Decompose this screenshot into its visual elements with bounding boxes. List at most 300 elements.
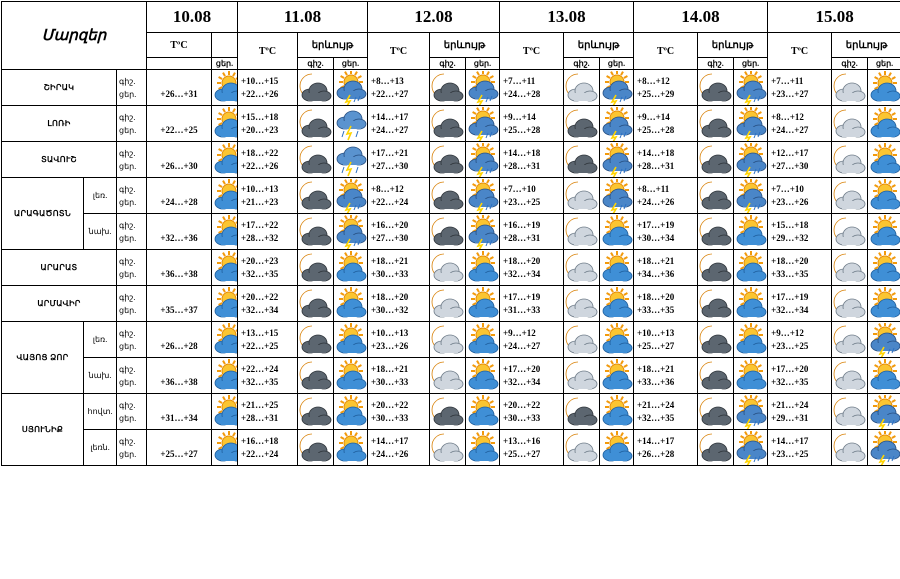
night-label: գիշ. [119,292,136,302]
night-temp: +17…+20 [503,363,541,374]
night-temp: +17…+20 [771,363,809,374]
weather-icon-cell [832,286,868,322]
temp-range: +25…+27 [147,430,212,466]
moon-dark-cloud-icon [431,71,465,105]
sun-storm-icon [600,107,634,141]
temp-range [634,142,698,178]
temp-range [768,106,832,142]
night-temp: +7…+10 [771,183,804,194]
weather-icon-cell [212,250,238,286]
weather-icon-cell [334,106,368,142]
temp-range [500,70,564,106]
moon-dark-cloud-icon [299,107,333,141]
night-temp: +17…+21 [371,147,409,158]
temp-header: TºC [368,33,430,70]
sun-cloud-icon [334,251,368,285]
weather-icon-cell [734,178,768,214]
sun-cloud-icon [600,215,634,249]
moon-dark-cloud-icon [565,143,599,177]
moon-cloud-icon [833,107,867,141]
weather-icon-cell [868,430,900,466]
night-temp: +15…+18 [771,219,809,230]
day-temp: +33…+35 [637,304,675,315]
night-temp: +7…+11 [771,75,804,86]
day-temp: +23…+26 [771,196,809,207]
day-label: ցեր. [119,341,137,351]
day-temp: +31…+33 [503,304,541,315]
sun-cloud-icon [334,359,368,393]
weather-icon-cell [298,322,334,358]
day-temp: +30…+32 [371,304,409,315]
temp-range [500,286,564,322]
forecast-row [2,214,900,250]
moon-cloud-icon [565,359,599,393]
day-header: ցեր. [466,58,500,70]
weather-icon-cell [868,178,900,214]
date-header: 13.08 [500,2,634,33]
moon-cloud-icon [833,71,867,105]
sun-cloud-icon [212,287,238,321]
region-name: ԼՈՌԻ [2,106,117,142]
temp-range [238,70,298,106]
day-temp: +25…+28 [503,124,541,135]
temp-range [768,286,832,322]
night-temp: +18…+20 [637,291,675,302]
sun-cloud-icon [600,251,634,285]
sun-cloud-icon [868,71,900,105]
day-temp: +28…+31 [503,160,541,171]
temp-range [634,322,698,358]
temp-range [768,142,832,178]
day-temp: +22…+27 [371,88,409,99]
sun-storm-icon [600,179,634,213]
weather-icon-cell [430,430,466,466]
sun-storm-icon [600,71,634,105]
temp-range [238,214,298,250]
temp-range [368,322,430,358]
night-temp: +16…+18 [241,435,279,446]
temp-range [634,70,698,106]
weather-icon-cell [334,286,368,322]
region-name: ԱՐՄԱՎԻՐ [2,286,117,322]
temp-header: TºC [634,33,698,70]
day-label: ցեր. [119,377,137,387]
weather-icon-cell [212,322,238,358]
moon-dark-cloud-icon [699,431,733,465]
weather-icon-cell [334,214,368,250]
weather-icon-cell [212,70,238,106]
weather-icon-cell [298,430,334,466]
weather-icon-cell [298,358,334,394]
sun-storm-icon [466,179,500,213]
weather-icon-cell [734,394,768,430]
night-temp: +20…+22 [241,291,279,302]
moon-dark-cloud-icon [299,215,333,249]
night-header: գիշ. [564,58,600,70]
region-subzone: լեռն. [84,430,117,466]
weather-icon-cell [466,286,500,322]
temp-range [238,322,298,358]
day-temp: +32…+34 [503,268,541,279]
weather-icon-cell [600,430,634,466]
night-temp: +10…+15 [241,75,279,86]
temp-range [500,214,564,250]
temp-header: TºC [768,33,832,70]
night-temp: +14…+17 [371,435,409,446]
temp-range [368,430,430,466]
day-header: ցեր. [212,58,238,70]
weather-icon-cell [734,106,768,142]
weather-icon-cell [698,178,734,214]
sun-storm-icon [734,395,768,429]
night-temp: +18…+21 [371,363,409,374]
night-temp: +20…+22 [503,399,541,410]
temp-range [368,214,430,250]
night-day-labels [117,394,147,430]
day-label: ցեր. [119,305,137,315]
moon-cloud-icon [565,323,599,357]
day-temp: +21…+23 [241,196,279,207]
night-temp: +10…+13 [241,183,279,194]
sun-cloud-icon [466,323,500,357]
day-temp: +23…+25 [771,448,809,459]
weather-icon-cell [600,178,634,214]
weather-icon-cell [868,394,900,430]
moon-cloud-icon [833,359,867,393]
weather-icon-cell [298,250,334,286]
sun-cloud-icon [466,431,500,465]
temp-range [634,286,698,322]
day-temp: +32…+34 [771,304,809,315]
weather-icon-cell [832,250,868,286]
date-header: 14.08 [634,2,768,33]
weather-icon-cell [564,430,600,466]
day-temp: +26…+28 [637,448,675,459]
weather-icon-cell [564,322,600,358]
day-temp: +32…+35 [241,376,279,387]
moon-dark-cloud-icon [431,107,465,141]
temp-range [634,178,698,214]
sun-cloud-icon [466,251,500,285]
moon-dark-cloud-icon [299,431,333,465]
night-label: գիշ. [119,112,136,122]
moon-cloud-icon [833,395,867,429]
moon-cloud-icon [431,287,465,321]
night-temp: +21…+25 [241,399,279,410]
weather-icon-cell [334,394,368,430]
moon-dark-cloud-icon [299,395,333,429]
sun-storm-icon [334,215,368,249]
night-temp: +18…+21 [637,255,675,266]
moon-dark-cloud-icon [699,251,733,285]
temp-range [368,286,430,322]
region-name: ՍՅՈՒՆԻՔ [2,394,84,466]
day-label: ցեր. [119,233,137,243]
forecast-row [2,394,900,430]
day-temp: +24…+26 [637,196,675,207]
night-temp: +14…+17 [771,435,809,446]
night-temp: +14…+17 [371,111,409,122]
sun-storm-icon [466,71,500,105]
day-label: ցեր. [119,125,137,135]
sun-storm-icon [334,179,368,213]
weather-icon-cell [564,214,600,250]
temp-range [368,394,430,430]
moon-dark-cloud-icon [431,143,465,177]
region-subzone: լեռ. [84,178,117,214]
temp-range [768,70,832,106]
night-temp: +8…+12 [371,183,404,194]
region-name: ԱՐԱՐԱՏ [2,250,117,286]
moon-cloud-icon [565,215,599,249]
weather-icon-cell [430,322,466,358]
day-temp: +32…+35 [241,268,279,279]
night-temp: +12…+17 [771,147,809,158]
night-temp: +10…+13 [371,327,409,338]
weather-icon-cell [698,394,734,430]
sun-storm-icon [466,215,500,249]
region-subzone: նախ. [84,358,117,394]
temp-range [500,178,564,214]
day-temp: +24…+27 [771,124,809,135]
weather-icon-cell [698,142,734,178]
sun-cloud-icon [868,179,900,213]
weather-icon-cell [212,430,238,466]
night-label: գիշ. [119,184,136,194]
empty-header-cell [147,58,212,70]
weather-icon-cell [212,106,238,142]
moon-cloud-icon [565,431,599,465]
night-label: գիշ. [119,256,136,266]
day-temp: +25…+27 [637,340,675,351]
temp-range: +36…+38 [147,250,212,286]
weather-icon-cell [868,250,900,286]
weather-icon-cell [868,286,900,322]
weather-icon-cell [466,250,500,286]
day-temp: +23…+26 [371,340,409,351]
sun-cloud-icon [868,251,900,285]
day-temp: +27…+30 [771,160,809,171]
moon-dark-cloud-icon [565,107,599,141]
moon-dark-cloud-icon [699,395,733,429]
weather-icon-cell [698,214,734,250]
moon-dark-cloud-icon [431,179,465,213]
sun-cloud-icon [734,215,768,249]
day-temp: +24…+26 [371,448,409,459]
temp-range [238,394,298,430]
night-header: գիշ. [832,58,868,70]
night-temp: +14…+17 [637,435,675,446]
sun-storm-icon [734,179,768,213]
night-temp: +13…+15 [241,327,279,338]
sun-storm-icon [868,323,900,357]
night-temp: +17…+19 [637,219,675,230]
moon-cloud-icon [431,359,465,393]
date-header: 10.08 [147,2,238,33]
forecast-row [2,178,900,214]
day-label: ցեր. [119,449,137,459]
sun-cloud-icon [212,323,238,357]
night-temp: +17…+19 [771,291,809,302]
night-header: գիշ. [698,58,734,70]
day-temp: +30…+33 [371,412,409,423]
night-temp: +9…+14 [637,111,670,122]
temp-range: +31…+34 [147,394,212,430]
sun-cloud-icon [212,359,238,393]
day-temp: +30…+33 [371,376,409,387]
sun-cloud-icon [600,395,634,429]
night-temp: +16…+20 [371,219,409,230]
day-temp: +23…+25 [771,340,809,351]
weather-icon-cell [600,70,634,106]
weather-icon-cell [868,214,900,250]
weather-icon-cell [698,322,734,358]
sun-cloud-icon [212,71,238,105]
day-temp: +24…+28 [503,88,541,99]
night-temp: +17…+19 [503,291,541,302]
sun-storm-icon [466,143,500,177]
night-temp: +18…+21 [637,363,675,374]
phenomenon-header: երևույթ [832,33,900,58]
sun-cloud-icon [334,395,368,429]
forecast-table [1,1,900,466]
weather-icon-cell [430,286,466,322]
weather-icon-cell [466,178,500,214]
moon-dark-cloud-icon [299,71,333,105]
night-temp: +15…+18 [241,111,279,122]
sun-cloud-icon [868,107,900,141]
day-temp: +33…+36 [637,376,675,387]
sun-cloud-icon [212,251,238,285]
day-temp: +27…+30 [371,160,409,171]
moon-dark-cloud-icon [699,143,733,177]
moon-cloud-icon [431,431,465,465]
night-temp: +7…+11 [503,75,536,86]
night-temp: +17…+22 [241,219,279,230]
day-temp: +24…+27 [371,124,409,135]
day-temp: +25…+29 [637,88,675,99]
weather-icon-cell [698,286,734,322]
sun-cloud-icon [212,179,238,213]
night-temp: +14…+18 [503,147,541,158]
weather-icon-cell [466,322,500,358]
day-temp: +22…+26 [241,88,279,99]
sun-cloud-icon [466,287,500,321]
night-temp: +14…+18 [637,147,675,158]
weather-icon-cell [734,250,768,286]
day-temp: +23…+27 [771,88,809,99]
weather-icon-cell [466,142,500,178]
weather-icon-cell [600,358,634,394]
day-temp: +24…+27 [503,340,541,351]
night-label: գիշ. [119,364,136,374]
weather-icon-cell [734,430,768,466]
temp-range: +36…+38 [147,358,212,394]
weather-icon-cell [212,178,238,214]
day-temp: +22…+25 [241,340,279,351]
day-temp: +22…+24 [371,196,409,207]
sun-cloud-icon [212,215,238,249]
night-day-labels [117,214,147,250]
moon-cloud-icon [833,323,867,357]
temp-range [368,358,430,394]
weather-icon-cell [698,358,734,394]
moon-dark-cloud-icon [431,395,465,429]
day-temp: +32…+34 [503,376,541,387]
weather-icon-cell [734,214,768,250]
moon-cloud-icon [565,251,599,285]
weather-icon-cell [868,106,900,142]
day-temp: +28…+31 [503,232,541,243]
temp-range [238,430,298,466]
sun-storm-icon [334,71,368,105]
night-label: գիշ. [119,328,136,338]
moon-cloud-icon [565,71,599,105]
night-temp: +18…+22 [241,147,279,158]
sun-cloud-icon [466,395,500,429]
sun-cloud-icon [868,287,900,321]
weather-icon-cell [832,430,868,466]
weather-icon-cell [698,430,734,466]
temp-range [768,178,832,214]
forecast-row [2,286,900,322]
weather-icon-cell [564,106,600,142]
date-header: 15.08 [768,2,900,33]
weather-icon-cell [832,106,868,142]
weather-icon-cell [564,250,600,286]
sun-storm-icon [466,107,500,141]
moon-dark-cloud-icon [699,179,733,213]
night-temp: +18…+20 [503,255,541,266]
temp-range: +26…+28 [147,322,212,358]
temp-range [500,106,564,142]
sun-cloud-icon [334,431,368,465]
night-temp: +21…+24 [771,399,809,410]
forecast-row [2,70,900,106]
night-day-labels [117,250,147,286]
moon-cloud-icon [431,323,465,357]
region-name: ՏԱՎՈՒՇ [2,142,117,178]
weather-icon-cell [600,142,634,178]
temp-range: +32…+36 [147,214,212,250]
moon-dark-cloud-icon [299,323,333,357]
temp-range [238,142,298,178]
day-label: ցեր. [119,413,137,423]
sun-cloud-icon [868,143,900,177]
forecast-row [2,250,900,286]
weather-icon-cell [868,70,900,106]
temp-range [634,214,698,250]
sun-storm-icon [868,395,900,429]
weather-icon-cell [466,430,500,466]
sun-cloud-icon [600,431,634,465]
day-temp: +32…+34 [241,304,279,315]
weather-icon-cell [212,214,238,250]
weather-icon-cell [212,394,238,430]
temp-range [768,214,832,250]
night-temp: +20…+22 [371,399,409,410]
night-day-labels [117,322,147,358]
night-day-labels [117,358,147,394]
storm-cloud-icon [334,107,368,141]
region-name: ՎԱՅՈՑ ՁՈՐ [2,322,84,394]
night-day-labels [117,178,147,214]
temp-range [500,358,564,394]
night-day-labels [117,430,147,466]
day-label: ցեր. [119,161,137,171]
weather-icon-cell [564,178,600,214]
moon-cloud-icon [833,251,867,285]
